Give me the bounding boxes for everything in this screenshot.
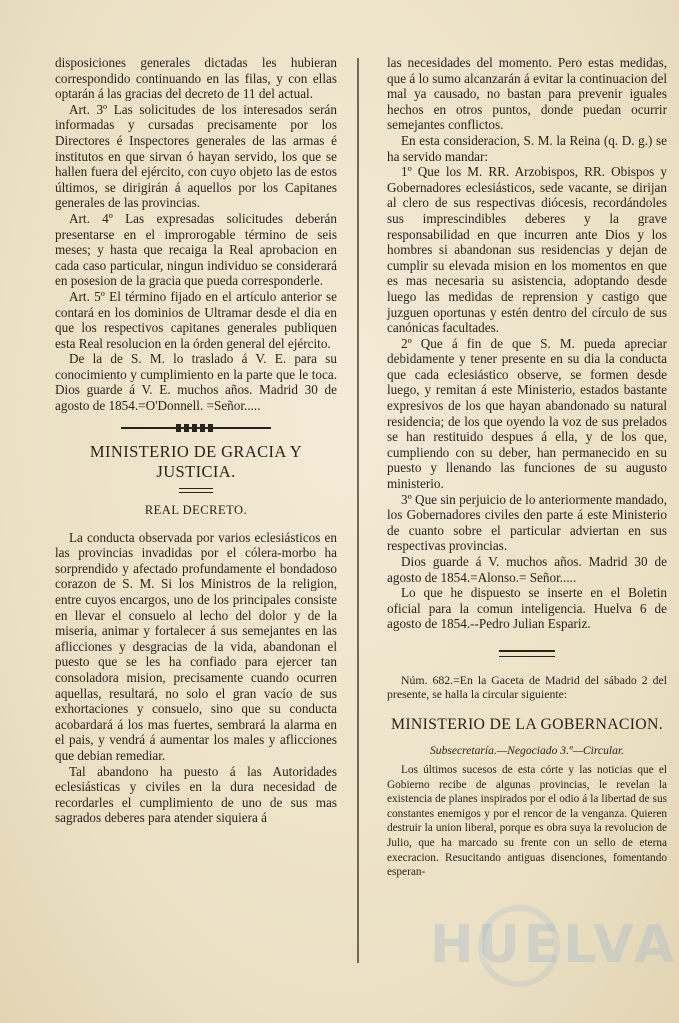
paragraph: En esta consideracion, S. M. la Reina (q. D. g.) se ha servido mandar: (387, 132, 667, 164)
item-3: 3º Que sin perjuicio de lo anteriormente mandado, los Gobernadores civiles den parte á este Ministerio de cuanto sobre el particular adviertan en sus respectivas provincias. (387, 491, 667, 554)
library-seal-stamp (478, 905, 560, 987)
section-title-gobernacion: MINISTERIO DE LA GOBERNACION. (391, 715, 663, 733)
right-column (387, 55, 667, 880)
paragraph: disposiciones generales dictadas les hubieran correspondido continuando en las filas, y con ellas optarán á las gracias del decreto de 11 del actual. (55, 55, 337, 102)
article-4: Art. 4º Las expresadas solicitudes deberán presentarse en el improrogable término de seis meses; y hasta que recaiga la Real aprobacion en cada caso particular, ningun individuo se considerará en posesion de la gracia que pueda corresponderle. (55, 210, 337, 289)
watermark-stamp: HUELVA (430, 915, 679, 975)
circular-paragraph: Los últimos sucesos de esta córte y las noticias que el Gobierno recibe de algunas provincias, le revelan la existencia de planes inspirados por el odio á la libertad de sus constantes enemigos y por el rencor de la venganza. Quieren destruir la union liberal, porque es obra suya la revolucion de Julio, que ha marcado su frente con un sello de eterna execracion. Resucitando antiguas disenciones, fomentando esperan- (387, 763, 667, 879)
section-title-gracia-justicia: MINISTERIO DE GRACIA Y JUSTICIA. (89, 441, 303, 481)
publication-note: Lo que he dispuesto se inserte en el Boletin oficial para la comun inteligencia. Huelva 6 de agosto de 1854.--Pedro Julian Espariz. (387, 585, 667, 632)
circular-subline: Subsecretaría.—Negociado 3.º—Circular. (429, 743, 625, 757)
paragraph: las necesidades del momento. Pero estas medidas, que á lo sumo alcanzarán á evitar la continuacion del mal ya causado, no bastan para prevenir iguales hechos en otros puntos, donde puedan ocurrir semejantes conflictos. (387, 55, 667, 133)
closing-paragraph: De la de S. M. lo traslado á V. E. para su conocimiento y cumplimiento en la parte que le toca. Dios guarde á V. E. muchos años. Madrid 30 de agosto de 1854.=O'Donnell. =Señor..... (55, 351, 337, 414)
gazette-note: Núm. 682.=En la Gaceta de Madrid del sábado 2 del presente, se halla la circular siguiente: (387, 672, 667, 702)
item-2: 2º Que á fin de que S. M. pueda apreciar debidamente y tener presente en su dia la conducta que cada eclesiástico observe, se formen desde luego, y remitan á este Ministerio, estados bastante expresivos de los que hayan abandonado su natural residencia; de los que oyendo la voz de sus prelados se han restituido despues á ella, y de los que, cumpliendo con su deber, han permanecido en su puesto y llenando las funciones de su augusto ministerio. (387, 335, 667, 492)
signature-paragraph: Dios guarde á V. muchos años. Madrid 30 de agosto de 1854.=Alonso.= Señor..... (387, 554, 667, 585)
article-5: Art. 5º El término fijado en el artículo anterior se contará en los dominios de Ultramar desde el dia en que los respectivos capitanes generales publiquen esta Real resolucion en la órden general del ejército. (55, 288, 337, 351)
ornament-divider (121, 424, 271, 432)
item-1: 1º Que los M. RR. Arzobispos, RR. Obispos y Gobernadores eclesiásticos, sede vacante, se dirijan al clero de sus respectivas diócesis, recordándoles sus imprescindibles deberes y la grave responsabilidad en que incurren ante Dios y los hombres si abandonan sus residencias y dejan de cumplir su elevada mision en los momentos en que es mas necesaria su asistencia, adoptando desde luego las medidas de reprension y castigo que juzguen oportunas y estén dentro del círculo de sus canónicas facultades. (387, 164, 667, 336)
article-3: Art. 3º Las solicitudes de los interesados serán informadas y cursadas precisamente por los Directores é Inspectores generales de las armas é institutos en que sirvan ó hayan servido, los que se hallen fuera del ejército, con cuyo objeto las de estos últimos, se dirigirán á aquellos por los Capitanes generales de las provincias. (55, 101, 337, 211)
left-column (55, 55, 337, 826)
column-divider (357, 58, 359, 963)
double-rule-divider (499, 650, 555, 657)
short-rule-divider (179, 488, 213, 493)
decree-paragraph: La conducta observada por varios eclesiásticos en las provincias invadidas por el cólera-morbo ha sorprendido y afectado profundamente el bondadoso corazon de S. M. Si los Ministros de la religion, entre cuyos encargos, uno de los principales consiste en llevar el consuelo al lecho del dolor y de la miseria, animar y fortalecer á sus semejantes en las aflicciones y desgracias de la vida, abandonan el puesto que se les ha confiado para ejercer tan consoladora mision, precisamente cuando ocurren aquellas, resultará, no solo el gran vacío de sus exhortaciones y consuelo, sino que su conducta acobardará á los mas fuertes, sembrará la alarma en el pais, y vendrá á aumentar los males y aflicciones que debian remediar. (55, 529, 337, 763)
decree-paragraph: Tal abandono ha puesto á las Autoridades eclesiásticas y civiles en la dura necesidad de recordarles el cumplimiento de uno de sus mas sagrados deberes para atender siquiera á (55, 763, 337, 826)
circular-body (387, 763, 667, 880)
section-subtitle: REAL DECRETO. (144, 502, 248, 517)
